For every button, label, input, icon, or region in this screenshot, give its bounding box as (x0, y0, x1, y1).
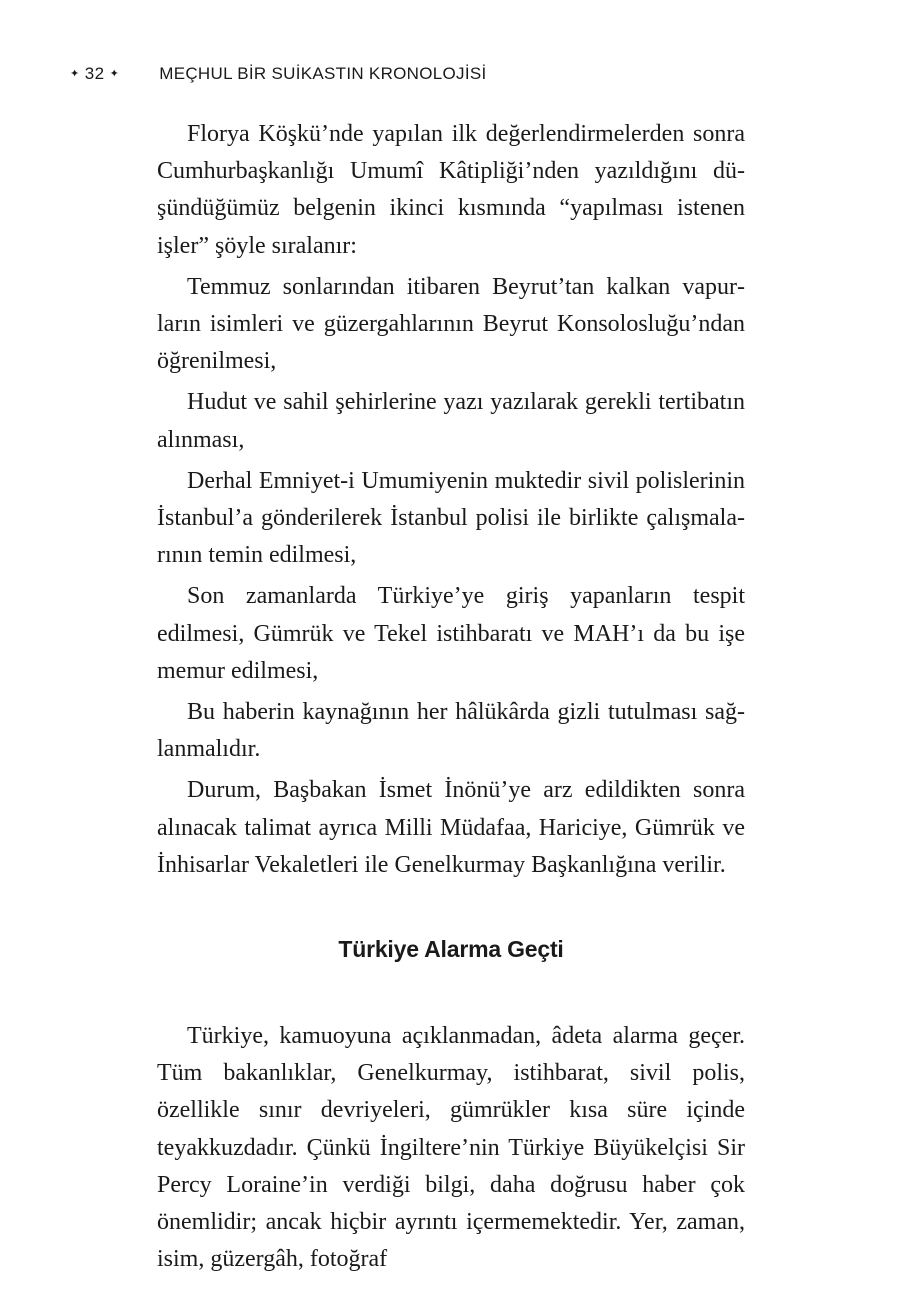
section-heading: Türkiye Alarma Geçti (338, 936, 564, 963)
body-paragraph: Temmuz sonlarından itibaren Beyrut’tan kalkan vapurların isimleri ve güzergahlarının Beyrut Konsolosluğu’ndan öğrenilmesi, (157, 273, 745, 375)
body-paragraph: Durum, Başbakan İsmet İnönü’ye arz edildikten sonra alınacak talimat ayrıca Milli Müdafaa, Hariciye, Gümrük ve İnhisarlar Vekaletleri ile Genelkurmay Başkanlığına verilir. (157, 777, 745, 878)
body-paragraph: Bu haberin kaynağının her hâlükârda gizli tutulması sağlanmalıdır. (157, 699, 745, 763)
book-title: MEÇHUL BİR SUİKASTIN KRONOLOJİSİ (159, 64, 487, 83)
star-ornament-icon: ✦ (70, 68, 80, 80)
body-paragraph: Florya Köşkü’nde yapılan ilk değerlendirmelerden sonra Cumhurbaşkanlığı Umumî Kâtipliği’nden yazıldığını düşündüğümüz belgenin ikinci kısmında “yapılması istenen işler” şöyle sıralanır: (157, 121, 745, 259)
page-body (157, 116, 745, 1282)
body-paragraph: Son zamanlarda Türkiye’ye giriş yapanların tespit edilmesi, Gümrük ve Tekel istihbaratı ve MAH’ı da bu işe memur edilmesi, (157, 583, 745, 684)
star-ornament-icon: ✦ (109, 68, 120, 80)
body-paragraph: Hudut ve sahil şehirlerine yazı yazılarak gerekli tertibatın alınması, (157, 389, 745, 453)
page-number: 32 (84, 64, 105, 83)
body-paragraph: Türkiye, kamuoyuna açıklanmadan, âdeta alarma geçer. Tüm bakanlıklar, Genelkurmay, istihbarat, sivil polis, özellikle sınır devriyeleri, gümrükler kısa süre içinde teyakkuzdadır. Çünkü İngiltere’nin Türkiye Büyükelçisi Sir Percy Loraine’in verdiği bilgi, daha doğrusu haber çok önemlidir; ancak hiçbir ayrıntı içermemektedir. Yer, zaman, isim, güzergâh, fotoğraf (157, 1023, 745, 1273)
folio (70, 64, 154, 84)
running-head (70, 64, 487, 88)
body-paragraph: Derhal Emniyet-i Umumiyenin muktedir sivil polislerinin İstanbul’a gönderilerek İstanbul polisi ile birlikte çalışmalarının temin edilmesi, (157, 467, 745, 569)
